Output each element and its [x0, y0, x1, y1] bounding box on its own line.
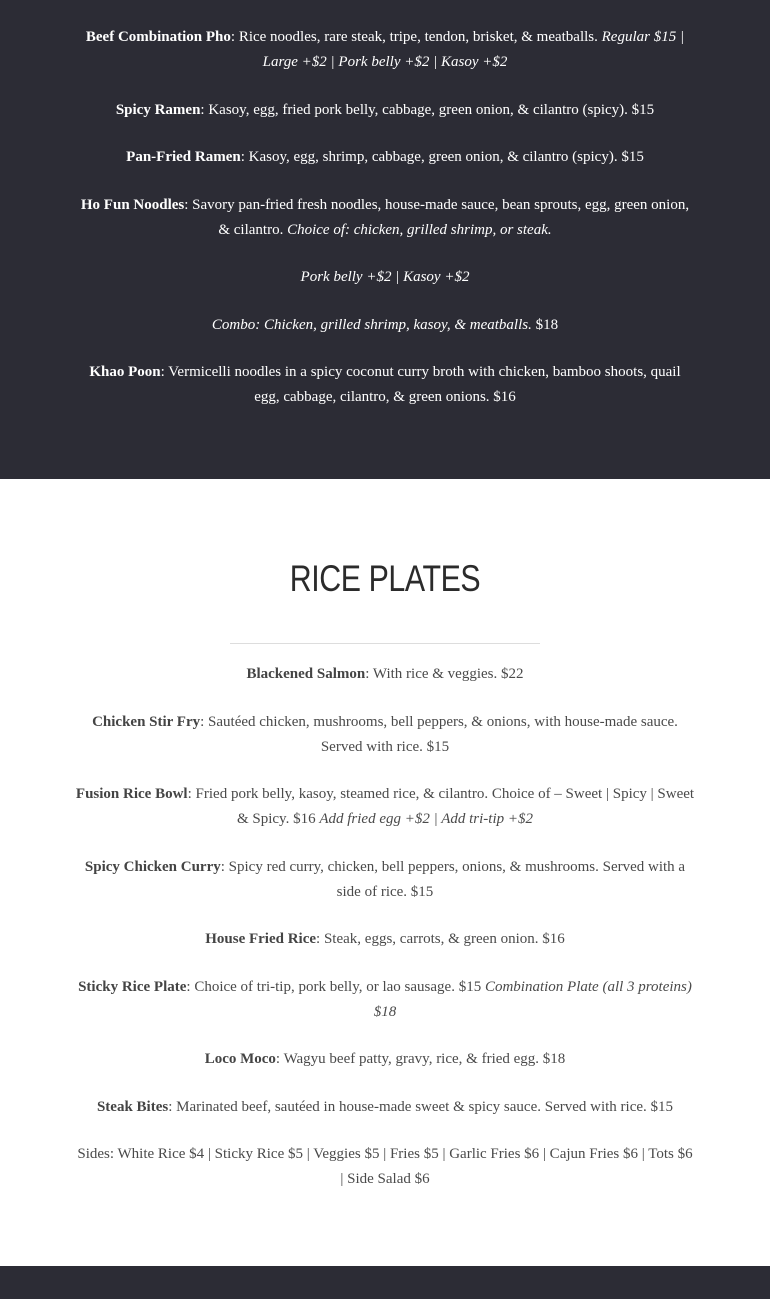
item-note: Combo: Chicken, grilled shrimp, kasoy, & meatballs. — [211, 316, 532, 333]
sides-list — [75, 1142, 695, 1192]
menu-item — [75, 662, 695, 687]
menu-item — [75, 855, 695, 905]
menu-item — [75, 710, 695, 760]
menu-item — [75, 98, 695, 123]
menu-item — [75, 927, 695, 952]
item-name: Khao Poon — [89, 364, 161, 380]
item-note: Pork belly +$2 | Kasoy +$2 — [300, 269, 470, 285]
item-name: Sticky Rice Plate — [78, 978, 187, 995]
item-name: Steak Bites — [96, 1098, 169, 1115]
item-note: Regular $15 | Large +$2 | Pork belly +$2 | Kasoy +$2 — [262, 29, 685, 70]
menu-item-combo — [75, 313, 695, 338]
item-desc: : Choice of tri-tip, pork belly, or lao sausage. $15 — [186, 978, 485, 995]
item-desc: : Marinated beef, sautéed in house-made sweet & spicy sauce. Served with rice. $15 — [168, 1098, 674, 1115]
item-name: Fusion Rice Bowl — [75, 786, 188, 802]
item-note: Combination Plate (all 3 proteins) $18 — [373, 978, 692, 1020]
item-name: Beef Combination Pho — [85, 29, 231, 45]
item-name: Ho Fun Noodles — [80, 196, 185, 213]
item-name: Loco Moco — [204, 1051, 276, 1067]
menu-item — [75, 360, 695, 410]
item-desc: : With rice & veggies. $22 — [365, 666, 524, 682]
item-price: $18 — [531, 316, 559, 333]
menu-item — [75, 782, 695, 832]
noodles-section — [0, 0, 770, 479]
item-desc: : Vermicelli noodles in a spicy coconut curry broth with chicken, bamboo shoots, quail egg, cabbage, cilantro, & green onions. $16 — [160, 364, 681, 405]
divider — [230, 643, 540, 644]
item-desc: : Spicy red curry, chicken, bell peppers, onions, & mushrooms. Served with a side of rice. $15 — [220, 858, 686, 900]
item-note: Choice of: chicken, grilled shrimp, or steak. — [287, 221, 552, 238]
item-name: Spicy Ramen — [115, 101, 201, 118]
item-desc: : Fried pork belly, kasoy, steamed rice, & cilantro. Choice of – Sweet | Spicy | Sweet & Spicy. $16 — [187, 786, 695, 827]
noodles-menu-list — [75, 0, 695, 410]
menu-item — [75, 1095, 695, 1120]
menu-item — [75, 1047, 695, 1072]
menu-item — [75, 25, 695, 75]
item-desc: : Savory pan-fried fresh noodles, house-made sauce, bean sprouts, egg, green onion, & cilantro. — [184, 196, 690, 238]
menu-item — [75, 975, 695, 1025]
item-desc: : Rice noodles, rare steak, tripe, tendon, brisket, & meatballs. — [230, 29, 602, 45]
item-name: Blackened Salmon — [246, 666, 366, 682]
item-desc: : Steak, eggs, carrots, & green onion. $16 — [316, 931, 565, 947]
section-title: RICE PLATES — [289, 558, 481, 599]
menu-item — [75, 145, 695, 170]
next-section-bar — [0, 1266, 770, 1299]
menu-item-addons — [75, 265, 695, 290]
item-name: Chicken Stir Fry — [92, 713, 201, 730]
rice-menu-list — [75, 662, 695, 1192]
item-desc: : Kasoy, egg, fried pork belly, cabbage, green onion, & cilantro (spicy). $15 — [200, 101, 655, 118]
item-desc: : Wagyu beef patty, gravy, rice, & fried egg. $18 — [275, 1051, 566, 1067]
sides-text: Sides: White Rice $4 | Sticky Rice $5 | Veggies $5 | Fries $5 | Garlic Fries $6 | Cajun Fries $6 | Tots $6 | Side Salad $6 — [77, 1146, 693, 1187]
item-desc: : Sautéed chicken, mushrooms, bell peppers, & onions, with house-made sauce. Served with rice. $15 — [200, 713, 678, 755]
menu-item — [75, 193, 695, 243]
item-note: Add fried egg +$2 | Add tri-tip +$2 — [319, 811, 534, 827]
rice-plates-section — [0, 479, 770, 1266]
item-name: Pan-Fried Ramen — [126, 149, 241, 165]
item-name: House Fried Rice — [205, 931, 317, 947]
item-name: Spicy Chicken Curry — [84, 858, 221, 875]
item-desc: : Kasoy, egg, shrimp, cabbage, green onion, & cilantro (spicy). $15 — [240, 149, 644, 165]
